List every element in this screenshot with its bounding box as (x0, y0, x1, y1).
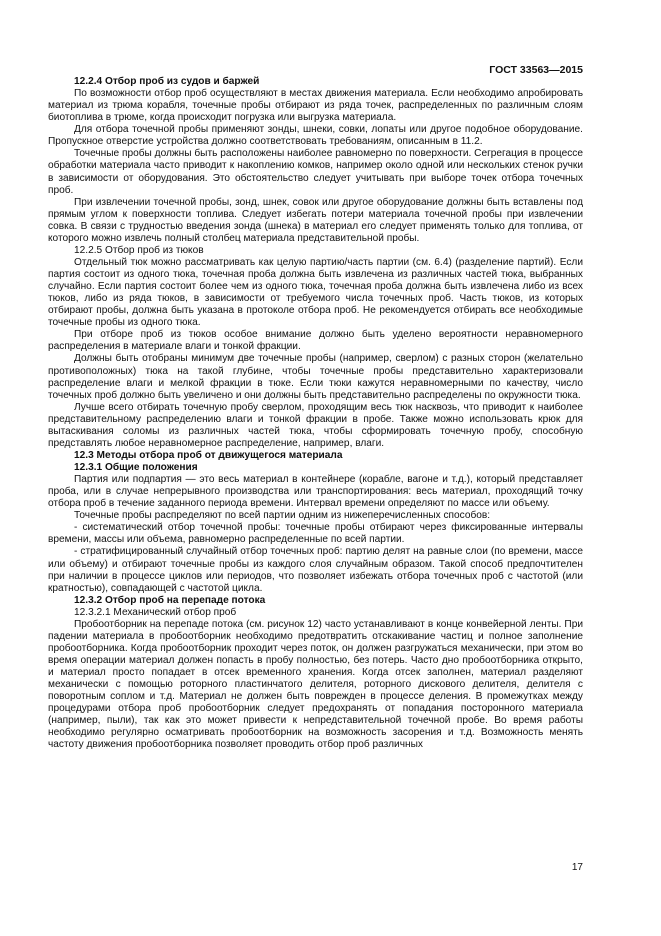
paragraph: Пробоотборник на перепаде потока (см. рисунок 12) часто устанавливают в конце конвейерной ленты. При падении материала в пробоотборник необходимо предотвратить отскакивание частиц и полное заполнение пробоотборника. Когда пробоотборник проходит через поток, он должен разгружаться механически, при этом во время операции материал должен попасть в пробу полностью, без потерь. Часто дно пробоотборника открыто, и материал просто попадает в отсек временного хранения. Когда отсек заполнен, материал разделяют механически с помощью роторного пластинчатого делителя, роторного дискового делителя, делителя с поворотным соплом и т.д. Материал не должен быть поврежден в процессе деления. В промежутках между процедурами отбора проб пробоотборник следует предохранять от попадания посторонного материала (например, пыли), так как это может привести к непредставительной точечной пробе. Во время работы необходимо регулярно осматривать пробоотборник на возможность засорения и т.д. Возможность менять частоту движения пробоотборника позволяет проводить отбор проб различных (48, 618, 583, 751)
section-heading: 12.3.1 Общие положения (74, 462, 198, 473)
paragraph: При отборе проб из тюков особое внимание должно быть уделено вероятности неравномерного распределения в материале влаги и тонкой фракции. (48, 329, 583, 353)
paragraph: Отдельный тюк можно рассматривать как целую партию/часть партии (см. 6.4) (разделение партий). Если партия состоит из одного тюка, точечная проба должна быть извлечена из различных частей тюка, выбранных случайно. Если партия состоит более чем из одного тюка, точечная проба должна быть извлечена либо из всех тюков, либо из ряда тюков, в зависимости от требуемого числа точечных проб. Часть тюков, из которых отбирают пробы, должна быть указана в протоколе отбора проб. Не рекомендуется отбирать все необходимые точечные пробы из одного тюка. (48, 256, 583, 329)
section-subheading: 12.3.2.1 Механический отбор проб (74, 606, 237, 618)
document-page (48, 0, 583, 936)
paragraph: Точечные пробы распределяют по всей партии одним из нижеперечисленных способов: (74, 510, 491, 522)
list-item: - систематический отбор точечной пробы: точечные пробы отбирают через фиксированные интервалы времени, массы или объема, равномерно распределенные по всей партии. (48, 522, 583, 546)
document-body (48, 76, 583, 752)
paragraph: Лучше всего отбирать точечную пробу сверлом, проходящим весь тюк насквозь, что приводит к наиболее представительному распределению влаги и тонкой фракции в пробе. Также можно использовать крюк для вытаскивания соломы из различных частей тюка, чтобы сформировать точечную пробу, способную представлять любое неравномерное распределение, например, влаги. (48, 401, 583, 449)
section-heading: 12.3 Методы отбора проб от движущегося материала (74, 449, 343, 461)
paragraph: Должны быть отобраны минимум две точечные пробы (например, сверлом) с разных сторон (желательно противоположных) тюка на такой глубине, чтобы точечные пробы представительно характеризовали распределение влаги и мелкой фракции в тюке. Если тюки кажутся неравномерными по качеству, число точечных проб должно быть увеличено и они должны быть представительно распределены по окружности тюка. (48, 353, 583, 401)
paragraph: По возможности отбор проб осуществляют в местах движения материала. Если необходимо апробировать материал из трюма корабля, точечные пробы отбирают из ряда точек, распределенных по различным слоям биотоплива в трюме, когда происходит погрузка или выгрузка материала. (48, 88, 583, 124)
page-number: 17 (571, 862, 583, 873)
standard-number: ГОСТ 33563—2015 (489, 64, 583, 76)
list-item: - стратифицированный случайный отбор точечных проб: партию делят на равные слои (по времени, массе или объему) и отбирают точечные пробы из каждого слоя случайным образом. Такой способ предпочтителен при наличии в процессе циклов или периодов, что позволяет избежать отбора точечных проб с частотой (или кратностью), совпадающей с частотой цикла. (48, 546, 583, 594)
paragraph: При извлечении точечной пробы, зонд, шнек, совок или другое оборудование должны быть вставлены под прямым углом к поверхности топлива. Следует избегать потери материала точечной пробы при извлечении совка. В связи с трудностью введения зонда (шнека) в материал его следует применять только для топлива, от которого можно извлечь полный столбец материала представительной пробы. (48, 196, 583, 244)
paragraph: Точечные пробы должны быть расположены наиболее равномерно по поверхности. Сегрегация в процессе обработки материала часто приводит к накоплению комков, например около одной или нескольких стенок ручки в зависимости от оборудования. Это обстоятельство следует учитывать при выборе точек отбора точечных проб. (48, 148, 583, 196)
section-subheading: 12.2.5 Отбор проб из тюков (74, 244, 204, 256)
paragraph: Для отбора точечной пробы применяют зонды, шнеки, совки, лопаты или другое подобное оборудование. Пропускное отверстие устройства должно соответствовать требованиям, описанным в 11.2. (48, 124, 583, 148)
section-heading: 12.2.4 Отбор проб из судов и баржей (74, 76, 260, 87)
section-heading: 12.3.2 Отбор проб на перепаде потока (74, 594, 266, 606)
paragraph: Партия или подпартия — это весь материал в контейнере (корабле, вагоне и т.д.), который представляет проба, или в случае непрерывного производства или транспортирования: весь материал, проходящий точку отбора проб в течение заданного периода времени. Интервал времени определяют по массе или объему. (48, 474, 583, 510)
